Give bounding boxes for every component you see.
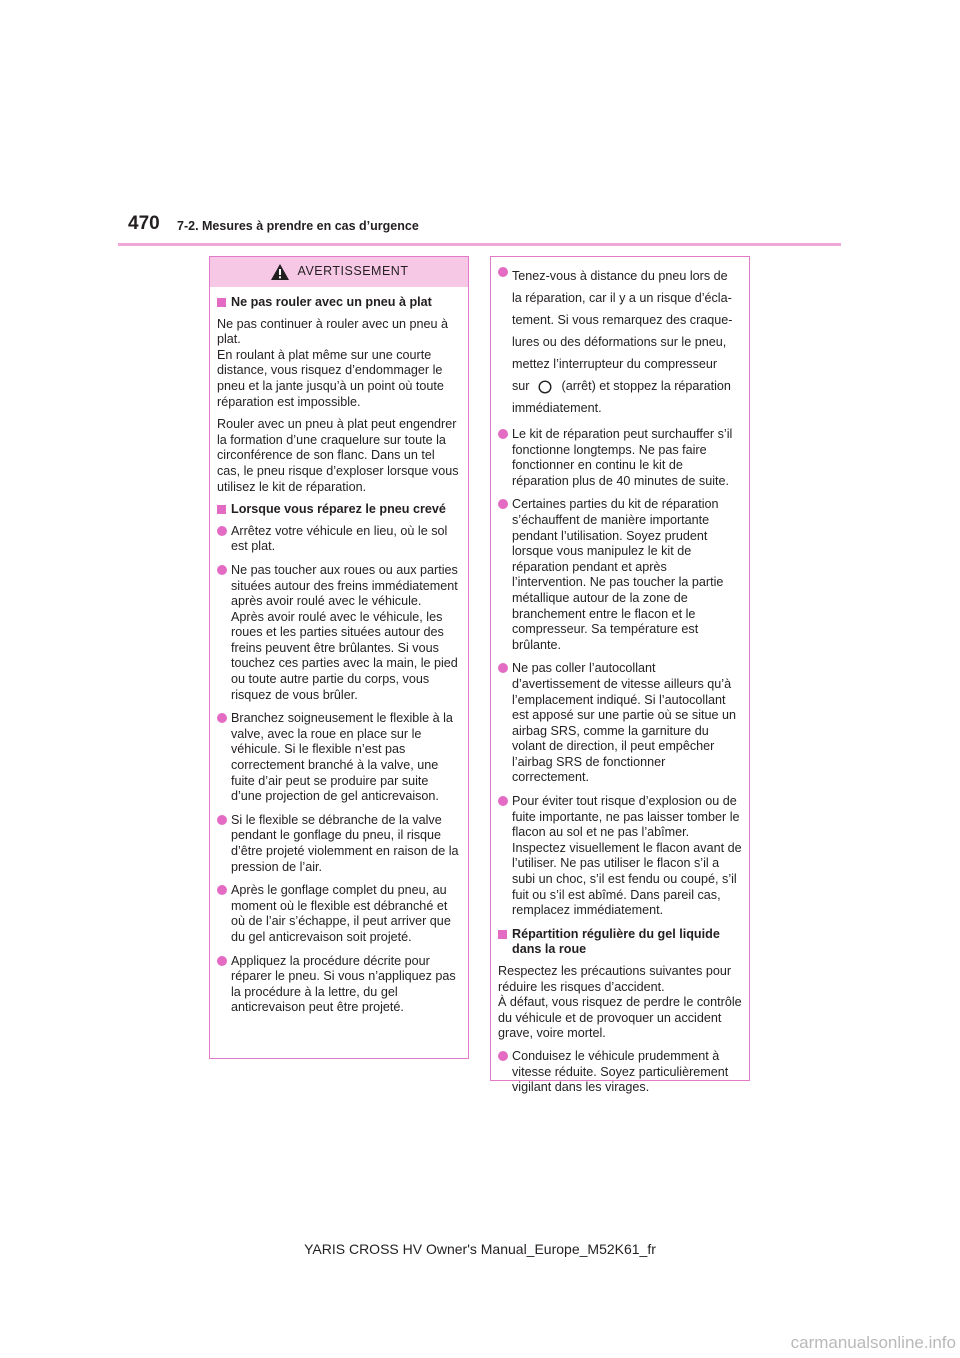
header-rule [118,243,841,246]
heading-gel-distribution [498,927,742,958]
text-line: Tenez-vous à distance du pneu lors de [512,269,728,283]
circle-bullet-icon [217,815,227,825]
text-line: tement. Si vous remarquez des craque- [512,313,733,327]
list-item-text: Après le gonflage complet du pneu, au moment où le flexible est débranché et où de l’air s’échappe, il peut arriver que du gel anticrevaison soit projeté. [231,883,451,944]
circle-bullet-icon [217,713,227,723]
circle-bullet-icon [217,885,227,895]
heading-flat-tire [217,295,461,311]
watermark: carmanualsonline.info [790,1333,956,1352]
list-item [217,524,461,555]
list-item [498,497,742,653]
warning-triangle-icon [270,263,290,281]
list-item [498,794,742,919]
list-item-text: Branchez soigneusement le flexible à la valve, avec la roue en place sur le véhicule. Si le flexible n’est pas correctement branché à la valve, une fuite d’air peut se produire par suite d’une projection de gel anticrevaison. [231,711,453,804]
circle-bullet-icon [498,796,508,806]
text-line: sur [512,379,530,393]
list-item-text: Ne pas coller l’autocollant d’avertissement de vitesse ailleurs qu’à l’emplacement indiqué. Si l’autocollant est apposé sur une partie où se situe un airbag SRS, comme la garniture du volant de direction, il peut empêcher l’airbag SRS de fonctionner correctement. [512,661,737,785]
list-item-text: Pour éviter tout risque d’explosion ou de fuite importante, ne pas laisser tomber le flacon au sol et ne pas l’abîmer. Inspectez visuellement le flacon avant de l’utiliser. Ne pas utiliser le flacon s’il a subi un choc, s’il est fendu ou coupé, s’il fuit ou s’il est abîmé. Dans pareil cas, remplacez immédiatement. [512,794,742,918]
list-item-text: Certaines parties du kit de réparation s’échauffent de manière importante pendant l’utilisation. Soyez prudent lorsque vous manipulez le kit de réparation pendant et après l’intervention. Ne pas toucher la partie métallique autour de la zone de branchement entre le flacon et le compresseur. Sa température est brûlante. [512,497,724,652]
list-item-text: Arrêtez votre véhicule en lieu, où le sol est plat. [231,523,448,554]
list-item [217,954,461,1016]
list-item-text: Si le flexible se débranche de la valve pendant le gonflage du pneu, il risque d’être projeté violemment en raison de la pression de l’air. [231,812,459,874]
circle-bullet-icon [217,526,227,536]
page-number: 470 [128,213,160,234]
list-item [217,883,461,945]
list-item-text: Le kit de réparation peut surchauffer s’il fonctionne longtemps. Ne pas faire fonctionner en continu le kit de réparation plus de 40 minutes de suite. [512,427,733,488]
heading-repair [217,502,461,518]
paragraph: Rouler avec un pneu à plat peut engendrer la formation d’une craquelure sur toute la circonférence de son flanc. Dans un tel cas, le pneu risque d’exploser lorsque vous utilisez le kit de réparation. [217,417,459,494]
warning-title: AVERTISSEMENT [297,264,409,279]
list-item [498,427,742,489]
power-off-icon [538,380,552,394]
list-item [217,711,461,805]
heading-text: Lorsque vous réparez le pneu crevé [231,502,446,517]
text-line: (arrêt) et stoppez la réparation [561,379,731,393]
circle-bullet-icon [217,565,227,575]
list-item [498,661,742,786]
square-bullet-icon [498,930,507,939]
square-bullet-icon [217,505,226,514]
list-item-text: Ne pas toucher aux roues ou aux parties situées autour des freins immédiatement après avoir roulé avec le véhicule. Après avoir roulé avec le véhicule, les roues et les parties situées autour des freins peuvent être brûlantes. Si vous touchez ces parties avec la main, le pied ou toute autre partie du corps, vous risquez de vous brûler. [231,562,458,702]
footer-manual-title: YARIS CROSS HV Owner's Manual_Europe_M52K61_fr [304,1241,656,1257]
square-bullet-icon [217,298,226,307]
list-item-text: Appliquez la procédure décrite pour réparer le pneu. Si vous n’appliquez pas la procédure à la lettre, du gel anticrevaison peut être projeté. [231,953,456,1015]
text-line: mettez l’interrupteur du compresseur [512,357,718,371]
text-line: lures ou des déformations sur le pneu, [512,335,727,349]
heading-text: Répartition régulière du gel liquide dans la roue [512,926,720,957]
text-line: immédiatement. [512,401,602,415]
heading-text: Ne pas rouler avec un pneu à plat [231,295,432,309]
list-item [498,265,742,419]
circle-bullet-icon [498,499,508,509]
warning-header [210,257,468,287]
warning-box-right [490,256,750,1095]
circle-bullet-icon [498,267,508,277]
list-item [217,563,461,703]
circle-bullet-icon [498,1051,508,1061]
circle-bullet-icon [217,956,227,966]
warning-box-left [209,256,469,1059]
paragraph: Respectez les précautions suivantes pour réduire les risques d’accident. À défaut, vous risquez de perdre le contrôle du véhicule et de provoquer un accident grave, voire mortel. [498,964,742,1041]
list-item-text: Conduisez le véhicule prudemment à vitesse réduite. Soyez particulièrement vigilant dans les virages. [512,1048,729,1095]
section-title: 7-2. Mesures à prendre en cas d’urgence [177,219,419,233]
list-item [498,1049,742,1096]
list-item [217,813,461,875]
paragraph: Ne pas continuer à rouler avec un pneu à plat. En roulant à plat même sur une courte distance, vous risquez d’endommager le pneu et la jante jusqu’à un point où toute réparation est impossible. [217,316,449,409]
text-line: la réparation, car il y a un risque d’écla- [512,291,732,305]
circle-bullet-icon [498,429,508,439]
circle-bullet-icon [498,663,508,673]
